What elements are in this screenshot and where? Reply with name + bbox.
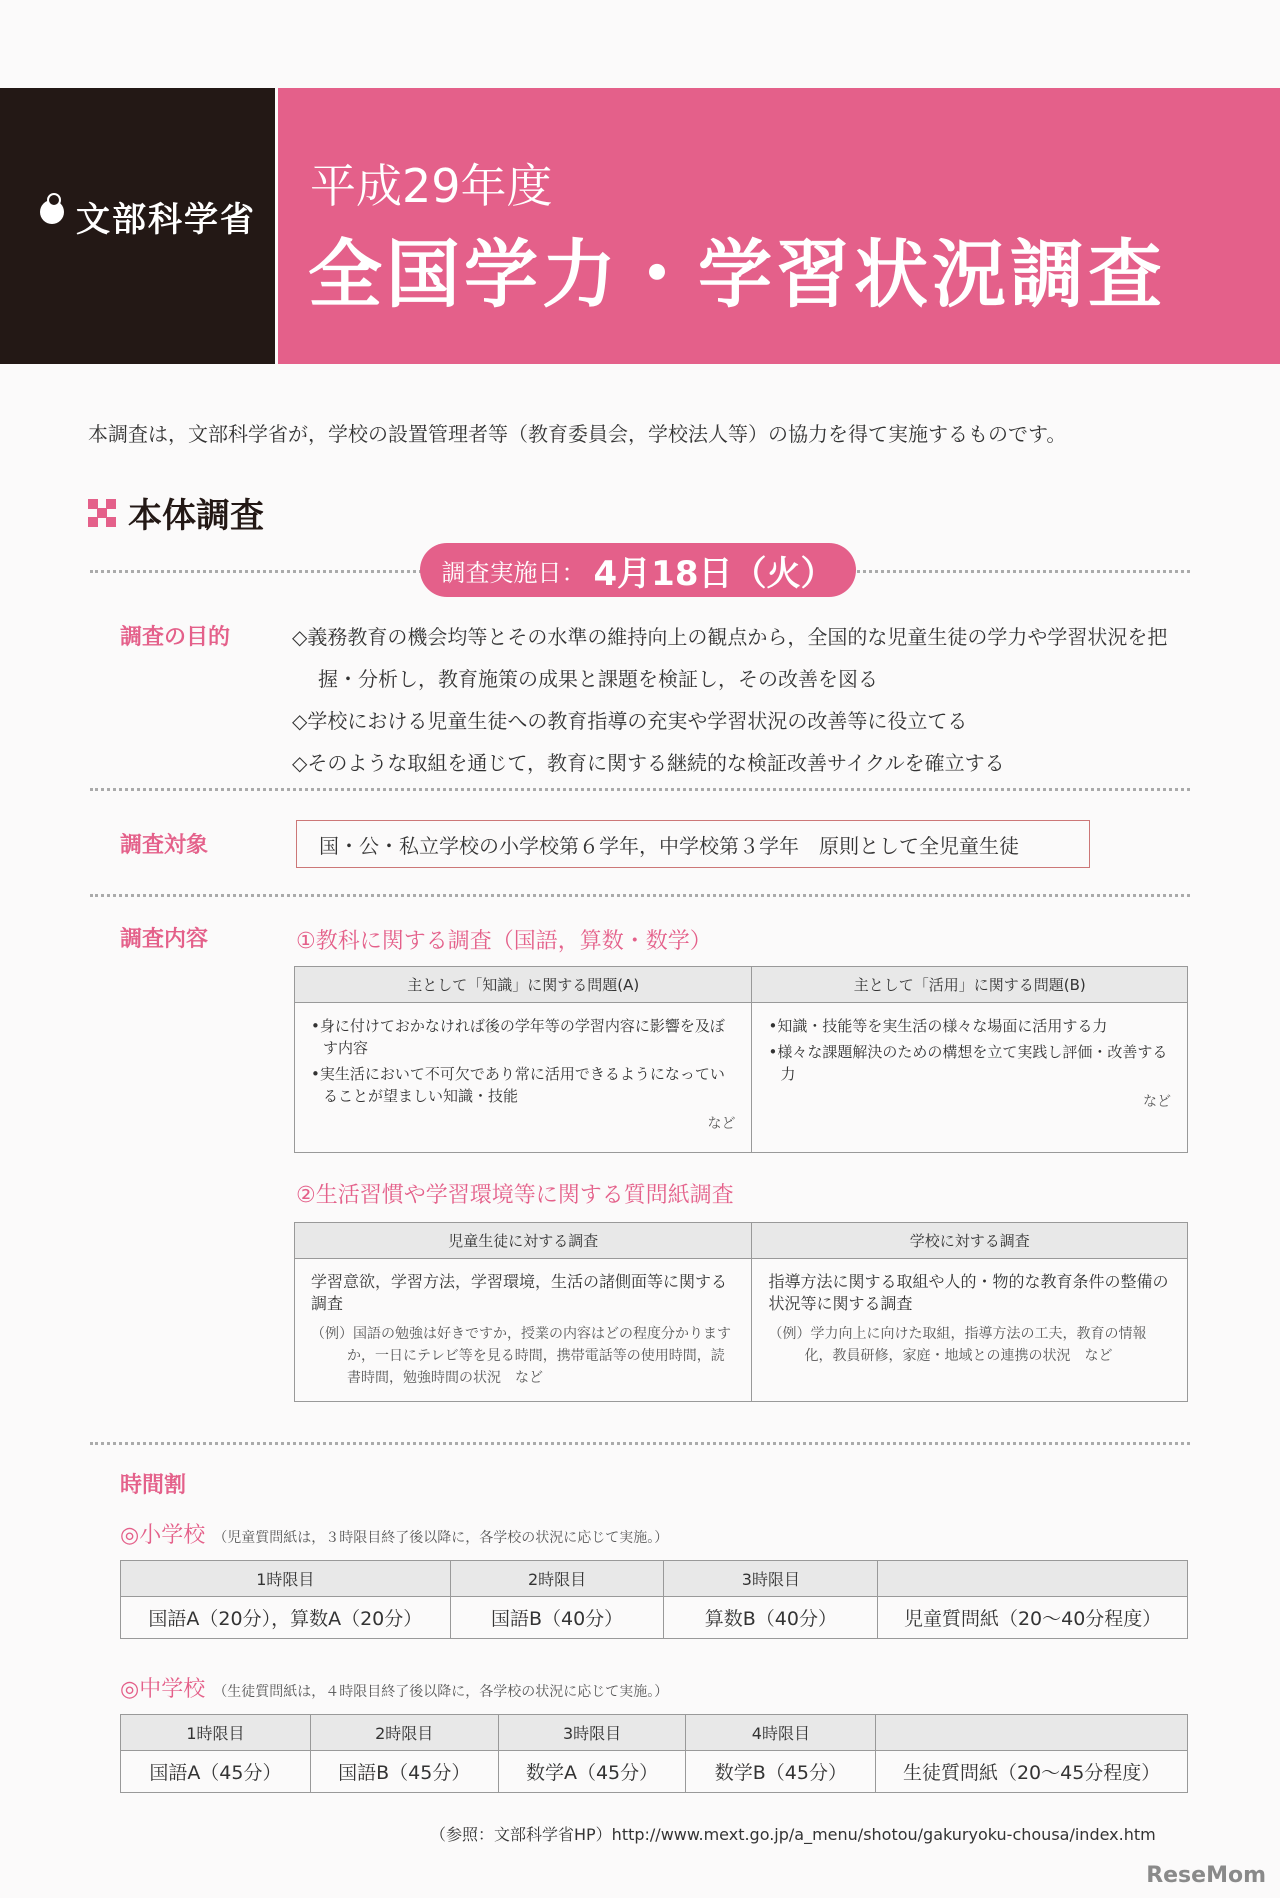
subject-table — [294, 966, 1188, 1153]
title-box — [278, 88, 1280, 364]
table-cell: 児童質問紙（20～40分程度） — [878, 1597, 1188, 1639]
date-label: 調査実施日： — [441, 558, 586, 587]
junior-title: ◎中学校 — [120, 1677, 206, 1702]
table-cell: 国語A（20分），算数A（20分） — [121, 1597, 451, 1639]
table-cell: 生徒質問紙（20～45分程度） — [876, 1751, 1188, 1793]
divider — [90, 894, 1190, 897]
section-title-text: 本体調査 — [128, 496, 264, 536]
survey-table — [294, 1222, 1188, 1402]
target-label: 調査対象 — [120, 833, 209, 858]
subject-col-a: 主として「知識」に関する問題(A) — [295, 967, 752, 1003]
subject-col-b: 主として「活用」に関する問題(B) — [752, 967, 1188, 1003]
list-item: •様々な課題解決のための構想を立て実践し評価・改善する力 — [768, 1043, 1168, 1083]
list-item: •知識・技能等を実生活の様々な場面に活用する力 — [768, 1017, 1108, 1035]
elementary-title: ◎小学校 — [120, 1523, 206, 1548]
purpose-item-3: ◇そのような取組を通じて，教育に関する継続的な検証改善サイクルを確立する — [292, 751, 1005, 775]
table-cell: 国語B（45分） — [310, 1751, 498, 1793]
table-header: 2時限目 — [450, 1561, 664, 1597]
table-cell: 国語A（45分） — [121, 1751, 311, 1793]
subject-cell-b — [752, 1003, 1188, 1153]
date-value: 4月18日（火） — [593, 553, 835, 594]
survey-cell-b — [752, 1259, 1188, 1402]
purpose-label: 調査の目的 — [120, 625, 231, 650]
junior-heading — [120, 1672, 668, 1703]
elementary-timetable — [120, 1560, 1188, 1639]
survey-b-main: 指導方法に関する取組や人的・物的な教育条件の整備の状況等に関する調査 — [768, 1272, 1169, 1313]
survey-a-example: （例）国語の勉強は好きですか，授業の内容はどの程度分かりますか，一日にテレビ等を見る時間，携帯電話等の使用時間，読書時間，勉強時間の状況 など — [311, 1326, 731, 1386]
junior-timetable — [120, 1714, 1188, 1793]
divider — [90, 1442, 1190, 1445]
table-header — [876, 1715, 1188, 1751]
list-item: •実生活において不可欠であり常に活用できるようになっていることが望ましい知識・技能 — [311, 1065, 725, 1105]
survey-col-a: 児童生徒に対する調査 — [295, 1223, 752, 1259]
title-year: 平成29年度 — [310, 159, 553, 213]
mext-logo-icon — [40, 200, 64, 224]
timetable-label: 時間割 — [120, 1473, 187, 1498]
table-cell: 算数B（40分） — [664, 1597, 878, 1639]
nado-text: など — [1143, 1094, 1171, 1110]
date-pill — [420, 543, 856, 597]
purpose-item-1: ◇義務教育の機会均等とその水準の維持向上の観点から，全国的な児童生徒の学力や学習状況を把握・分析し，教育施策の成果と課題を検証し，その改善を図る — [292, 625, 1168, 691]
table-header: 3時限目 — [498, 1715, 686, 1751]
cross-squares-icon — [88, 499, 116, 527]
subject-cell-a — [295, 1003, 752, 1153]
elementary-note: （児童質問紙は，３時限目終了後以降に，各学校の状況に応じて実施。） — [213, 1530, 669, 1546]
list-item: •身に付けておかなければ後の学年等の学習内容に影響を及ぼす内容 — [311, 1017, 725, 1057]
section-title — [88, 488, 264, 537]
elementary-heading — [120, 1518, 668, 1549]
reference-link[interactable]: （参照：文部科学省HP）http://www.mext.go.jp/a_menu/shotou/gakuryoku-chousa/index.htm — [430, 1825, 1156, 1844]
intro-text: 本調査は，文部科学省が，学校の設置管理者等（教育委員会，学校法人等）の協力を得て実施するものです。 — [88, 422, 1067, 446]
table-header: 1時限目 — [121, 1715, 311, 1751]
survey-b-example: （例）学力向上に向けた取組，指導方法の工夫，教育の情報化，教員研修，家庭・地域との連携の状況 など — [768, 1326, 1147, 1364]
page-title: 全国学力・学習状況調査 — [308, 232, 1166, 318]
table-cell: 数学A（45分） — [498, 1751, 686, 1793]
table-header — [878, 1561, 1188, 1597]
nado-text: など — [707, 1116, 736, 1132]
divider — [90, 788, 1190, 791]
purpose-list — [292, 616, 1192, 784]
target-text: 国・公・私立学校の小学校第６学年，中学校第３学年 原則として全児童生徒 — [319, 833, 1019, 858]
target-box — [296, 820, 1090, 868]
junior-note: （生徒質問紙は，４時限目終了後以降に，各学校の状況に応じて実施。） — [213, 1684, 669, 1700]
survey-col-b: 学校に対する調査 — [752, 1223, 1188, 1259]
purpose-item-2: ◇学校における児童生徒への教育指導の充実や学習状況の改善等に役立てる — [292, 709, 968, 733]
survey-cell-a — [295, 1259, 752, 1402]
content-label: 調査内容 — [120, 927, 209, 952]
table-cell: 国語B（40分） — [450, 1597, 664, 1639]
table-header: 4時限目 — [686, 1715, 876, 1751]
table-header: 2時限目 — [310, 1715, 498, 1751]
watermark-logo: ReseMom — [1146, 1863, 1266, 1888]
header — [0, 88, 1280, 364]
table-header: 3時限目 — [664, 1561, 878, 1597]
table-cell: 数学B（45分） — [686, 1751, 876, 1793]
table-header: 1時限目 — [121, 1561, 451, 1597]
survey-a-main: 学習意欲，学習方法，学習環境，生活の諸側面等に関する調査 — [311, 1272, 728, 1313]
subject-heading: ①教科に関する調査（国語，算数・数学） — [296, 929, 712, 954]
survey-heading: ②生活習慣や学習環境等に関する質問紙調査 — [296, 1183, 734, 1208]
logo-box — [0, 88, 275, 364]
logo-text: 文部科学省 — [76, 200, 256, 240]
